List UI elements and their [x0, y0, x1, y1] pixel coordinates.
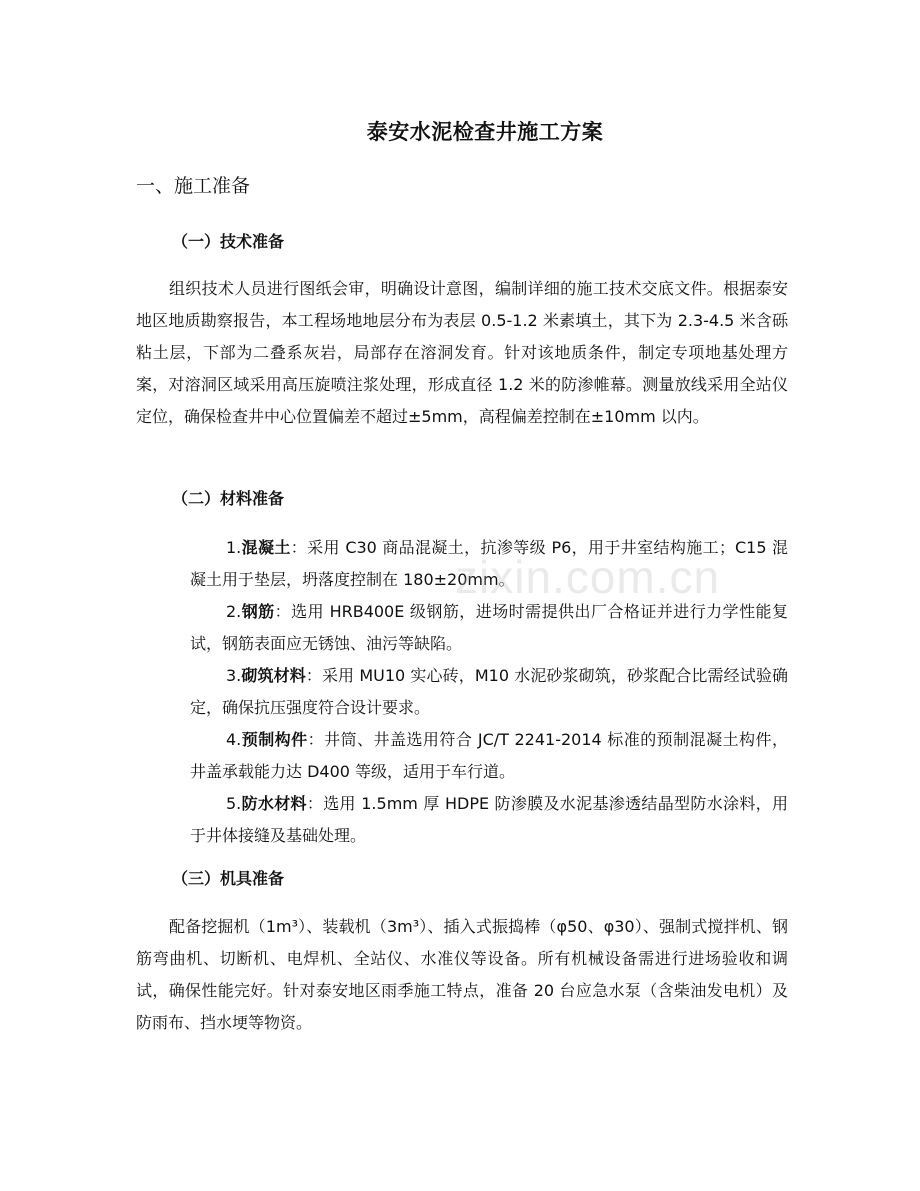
subsection-heading-technical-prep: （一）技术准备	[172, 232, 285, 251]
item-number: 1.	[226, 538, 242, 557]
material-item-masonry	[190, 660, 788, 724]
watermark: zixin.com.cn	[455, 551, 721, 603]
document-title: 泰安水泥检查井施工方案	[366, 120, 604, 144]
item-text: ：采用 C30 商品混凝土，抗渗等级 P6，用于井室结构施工；C15 混凝土用于垫层，坍落度控制在 180±20mm。	[190, 538, 788, 589]
item-number: 4.	[226, 730, 242, 749]
item-text: ：选用 1.5mm 厚 HDPE 防渗膜及水泥基渗透结晶型防水涂料，用于井体接缝及基础处理。	[190, 794, 788, 845]
item-term: 砌筑材料	[241, 666, 306, 685]
material-item-rebar	[190, 596, 788, 660]
item-number: 3.	[226, 666, 242, 685]
section-heading-construction-prep: 一、施工准备	[136, 175, 251, 197]
item-text: ：采用 MU10 实心砖，M10 水泥砂浆砌筑，砂浆配合比需经试验确定，确保抗压强度符合设计要求。	[190, 666, 788, 717]
subsection-heading-material-prep: （二）材料准备	[172, 489, 285, 508]
equipment-prep-paragraph: 配备挖掘机（1m³）、装载机（3m³）、插入式振捣棒（φ50、φ30）、强制式搅拌机、钢筋弯曲机、切断机、电焊机、全站仪、水准仪等设备。所有机械设备需进行进场验收和调试，确保性能完好。针对泰安地区雨季施工特点，准备 20 台应急水泵（含柴油发电机）及防雨布、挡水埂等物资。	[136, 917, 788, 1032]
material-item-precast	[190, 724, 788, 788]
item-term: 混凝土	[241, 538, 291, 557]
material-item-waterproofing	[190, 788, 788, 852]
item-term: 防水材料	[241, 794, 307, 813]
item-term: 钢筋	[241, 602, 275, 621]
item-term: 预制构件	[241, 730, 308, 749]
item-number: 5.	[226, 794, 242, 813]
technical-prep-paragraph: 组织技术人员进行图纸会审，明确设计意图，编制详细的施工技术交底文件。根据泰安地区地质勘察报告，本工程场地地层分布为表层 0.5-1.2 米素填土，其下为 2.3-4.5 米含砾粘土层，下部为二叠系灰岩，局部存在溶洞发育。针对该地质条件，制定专项地基处理方案，对溶洞区域采用高压旋喷注浆处理，形成直径 1.2 米的防渗帷幕。测量放线采用全站仪定位，确保检查井中心位置偏差不超过±5mm，高程偏差控制在±10mm 以内。	[136, 279, 788, 426]
item-text: ：井筒、井盖选用符合 JC/T 2241-2014 标准的预制混凝土构件，井盖承载能力达 D400 等级，适用于车行道。	[190, 730, 788, 781]
item-number: 2.	[226, 602, 242, 621]
item-text: ：选用 HRB400E 级钢筋，进场时需提供出厂合格证并进行力学性能复试，钢筋表面应无锈蚀、油污等缺陷。	[190, 602, 788, 653]
subsection-heading-equipment-prep: （三）机具准备	[172, 869, 285, 888]
